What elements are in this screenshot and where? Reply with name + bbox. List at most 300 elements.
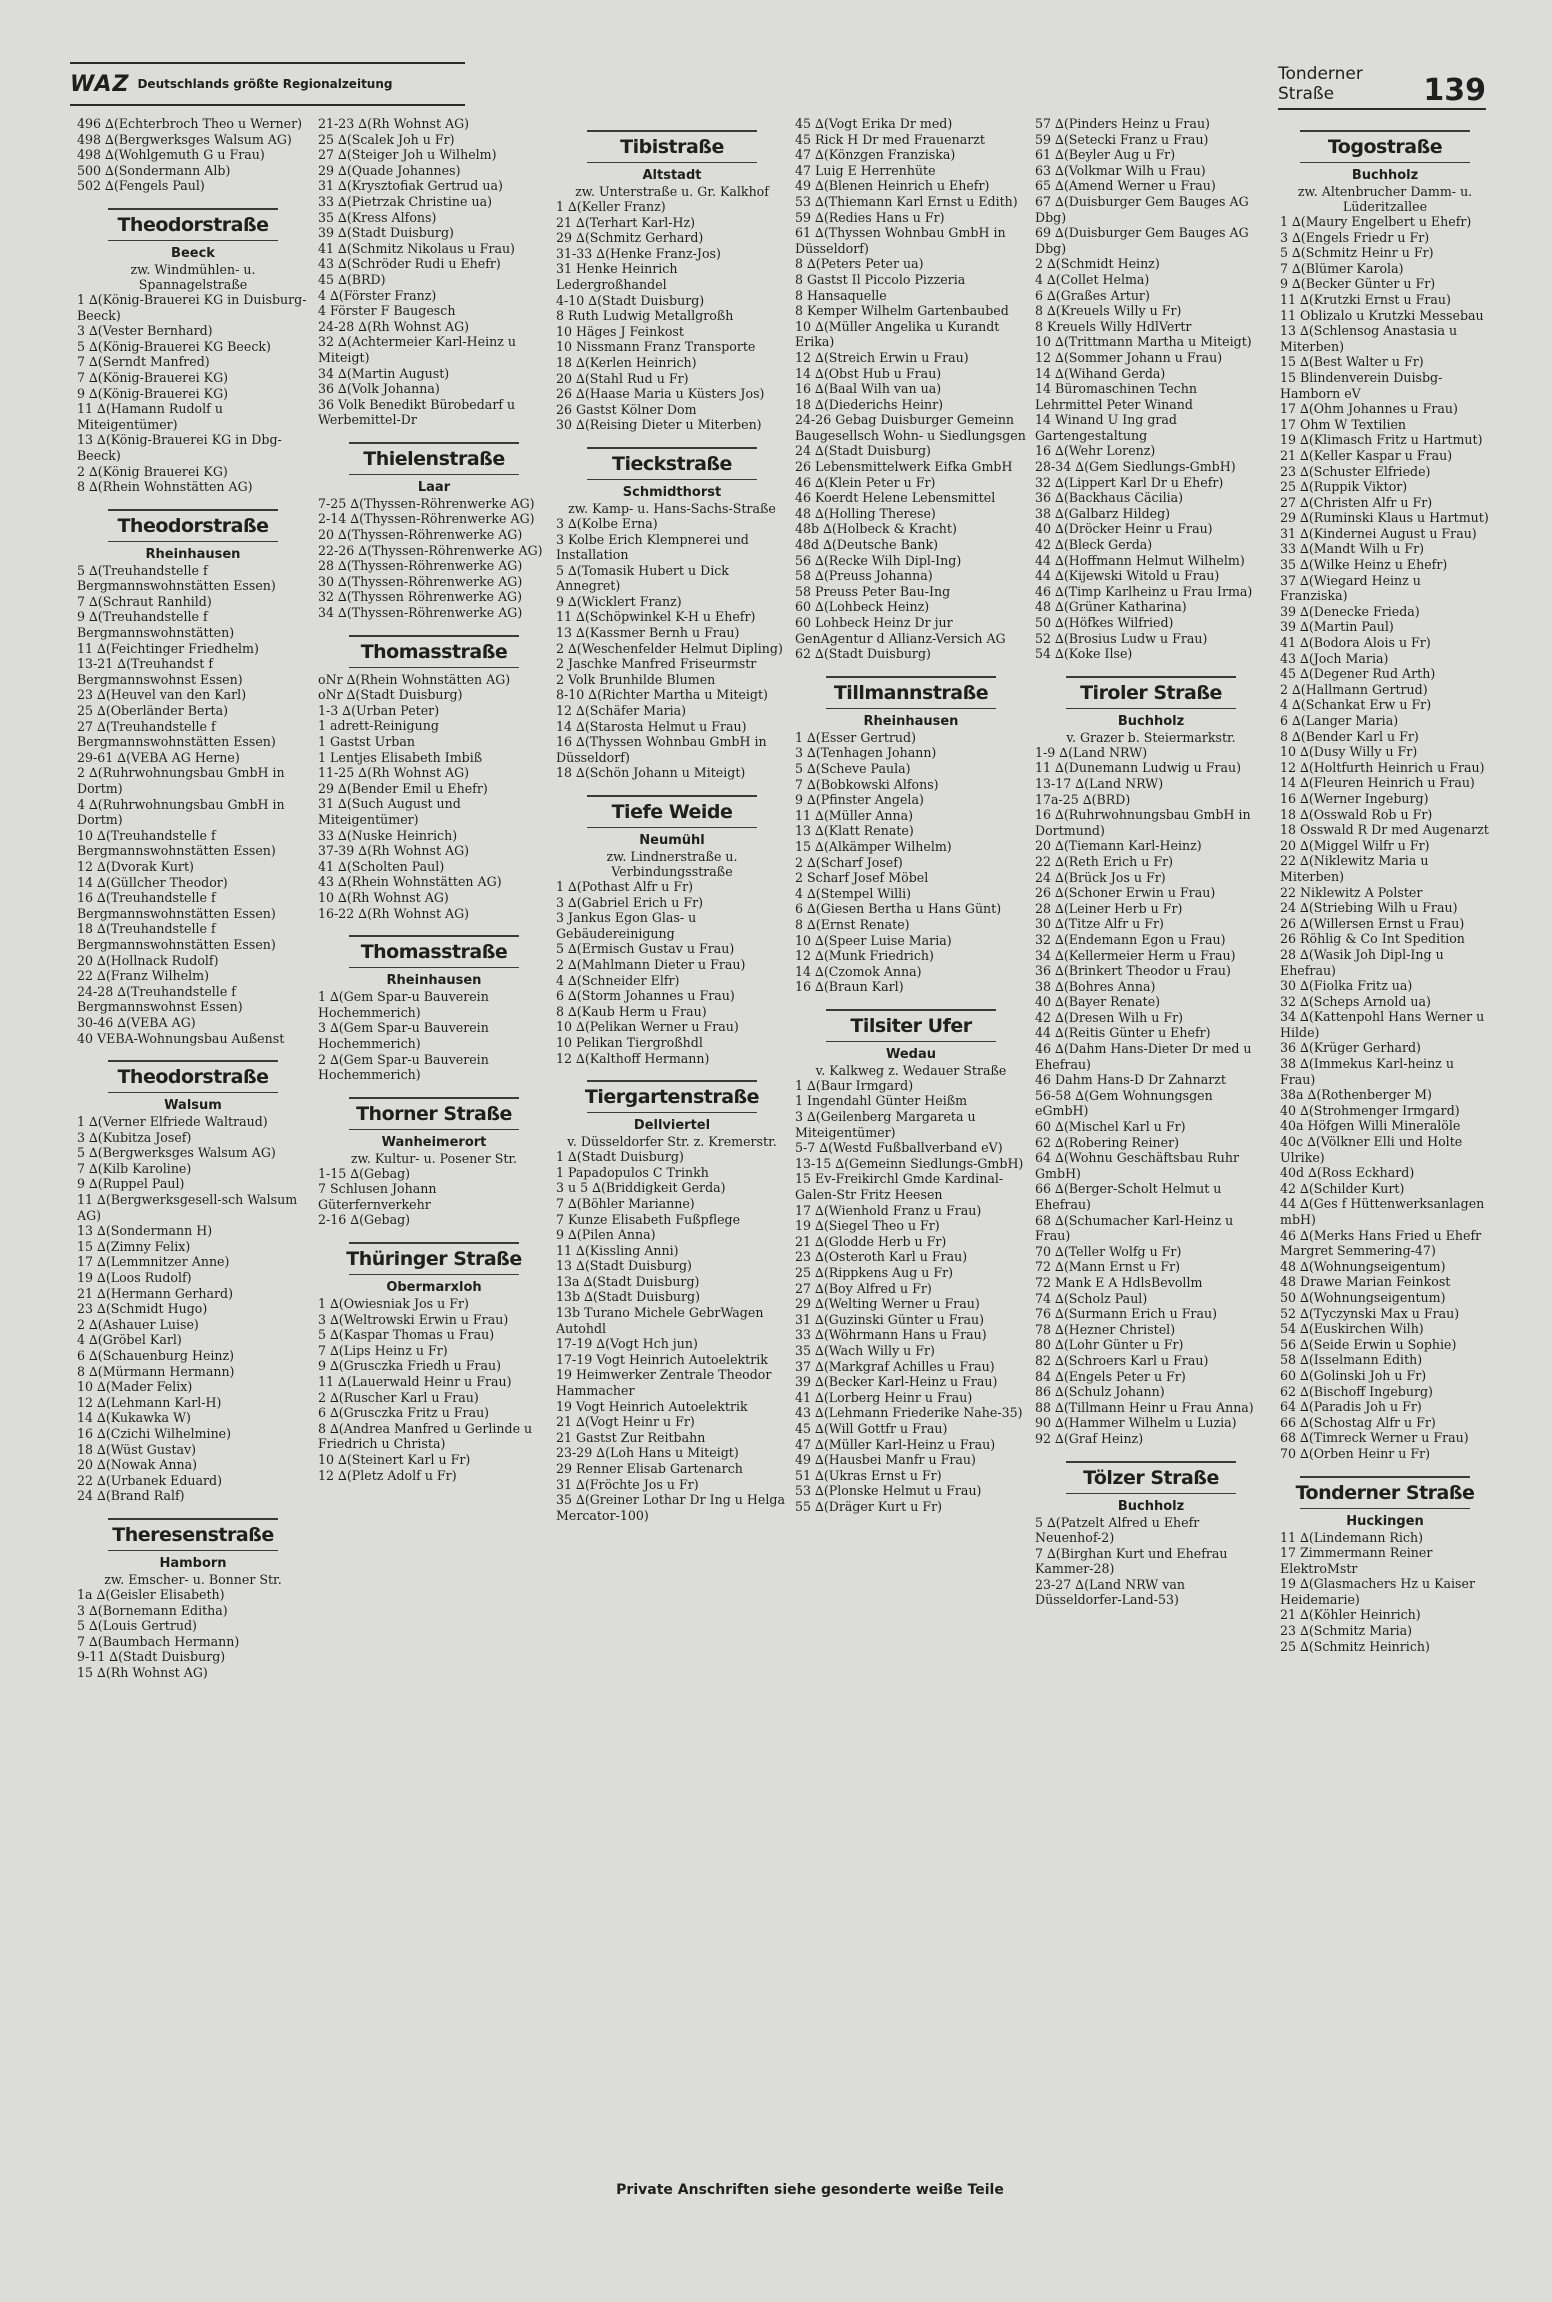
directory-entry: 12 ∆(Lehmann Karl-H) xyxy=(77,1394,222,1410)
directory-entry: 14 Winand U Ing grad Gartengestaltung xyxy=(1035,412,1177,443)
directory-entry: 2 ∆(Ruhrwohnungsbau GmbH in Dortm) xyxy=(77,765,285,796)
street-name: Tonderner Straße xyxy=(1295,1481,1475,1504)
street-name: Tieckstraße xyxy=(612,452,732,475)
directory-entry: 47 ∆(Könzgen Franziska) xyxy=(795,147,956,163)
directory-entry: 3 ∆(Gem Spar-u Bauverein Hochemmerich) xyxy=(318,1020,489,1051)
directory-entry: 8 Kemper Wilhelm Gartenbaubed xyxy=(795,303,1009,319)
directory-entry: 26 Gastst Kölner Dom xyxy=(556,401,697,417)
column-3 xyxy=(556,116,788,2226)
district-name: Obermarxloh xyxy=(386,1280,482,1296)
directory-entry: 3 ∆(Geilenberg Margareta u Miteigentümer) xyxy=(795,1109,976,1140)
directory-entry: 12 ∆(Pletz Adolf u Fr) xyxy=(318,1467,457,1483)
directory-entry: 8 Kreuels Willy HdlVertr xyxy=(1035,318,1192,334)
directory-entry: 5 ∆(Kaspar Thomas u Frau) xyxy=(318,1327,495,1343)
street-name: Tibistraße xyxy=(620,136,724,158)
footer-note: Private Anschriften siehe gesonderte weiße Teile xyxy=(616,2182,1004,2198)
directory-entry: 33 ∆(Pietrzak Christine ua) xyxy=(318,193,492,209)
street-name: Tiefe Weide xyxy=(611,801,733,823)
running-head xyxy=(1278,64,1486,110)
directory-entry: 12 ∆(Kalthoff Hermann) xyxy=(556,1050,710,1066)
directory-entry: 53 ∆(Plonske Helmut u Frau) xyxy=(795,1483,982,1499)
street-name: Togostraße xyxy=(1327,136,1443,158)
street-heading xyxy=(77,1060,309,1093)
directory-entry: 16 ∆(Braun Karl) xyxy=(795,979,904,995)
directory-entry: 12 ∆(Streich Erwin u Frau) xyxy=(795,349,969,365)
street-name: Tölzer Straße xyxy=(1083,1466,1219,1489)
directory-entry: 33 ∆(Mandt Wilh u Fr) xyxy=(1280,541,1425,557)
directory-entry: 16 ∆(Treuhandstelle f Bergmannswohnstätten Essen) xyxy=(77,890,276,921)
directory-entry: 25 ∆(Scalek Joh u Fr) xyxy=(318,131,455,147)
directory-entry: 2 ∆(Schmidt Heinz) xyxy=(1035,256,1160,272)
directory-entry: 50 ∆(Wohnungseigentum) xyxy=(1280,1289,1446,1305)
directory-entry: 43 ∆(Rhein Wohnstätten AG) xyxy=(318,874,502,890)
directory-entry: 20 ∆(Miggel Wilfr u Fr) xyxy=(1280,837,1430,853)
heading-rule xyxy=(108,541,278,542)
directory-entry: 13 ∆(Schlensog Anastasia u Miterben) xyxy=(1280,323,1458,354)
street-heading xyxy=(77,208,309,241)
district-name: Buchholz xyxy=(1117,713,1185,729)
directory-entry: 58 Preuss Peter Bau-Ing xyxy=(795,583,951,599)
masthead xyxy=(70,62,465,106)
directory-entry: 57 ∆(Pinders Heinz u Frau) xyxy=(1035,116,1210,131)
directory-entry: 2 Jaschke Manfred Friseurmstr xyxy=(556,656,757,672)
directory-entry: 10 ∆(Mader Felix) xyxy=(77,1379,193,1395)
directory-entry: 3 ∆(Engels Friedr u Fr) xyxy=(1280,229,1430,245)
directory-entry: 6 ∆(Schauenburg Heinz) xyxy=(77,1348,235,1363)
directory-entry: 24 ∆(Brand Ralf) xyxy=(77,1488,185,1504)
directory-entry: 36 Volk Benedikt Bürobedarf u Werbemittel-Dr xyxy=(318,396,516,428)
directory-entry: 8 Gastst Il Piccolo Pizzeria xyxy=(795,271,966,287)
heading-rule xyxy=(349,667,519,668)
street-heading xyxy=(795,1009,1027,1042)
directory-entry: 3 ∆(Tenhagen Johann) xyxy=(795,745,937,761)
directory-entry: 1a ∆(Geisler Elisabeth) xyxy=(77,1586,225,1602)
heading-rule xyxy=(349,967,519,968)
heading-rule xyxy=(587,1112,757,1113)
directory-entry: 4 ∆(Gröbel Karl) xyxy=(77,1332,182,1348)
directory-entry: 7 Schlusen Johann Güterfernverkehr xyxy=(318,1181,437,1212)
district-name: Buchholz xyxy=(1351,168,1419,183)
directory-entry: 18 ∆(Diederichs Heinr) xyxy=(795,396,944,412)
directory-entry: 46 ∆(Timp Karlheinz u Frau Irma) xyxy=(1035,583,1253,599)
directory-entry: 25 ∆(Ruppik Viktor) xyxy=(1280,479,1408,495)
directory-entry: 9 ∆(Treuhandstelle f Bergmannswohnstätten) xyxy=(77,609,235,641)
directory-entry: 6 ∆(Giesen Bertha u Hans Günt) xyxy=(795,901,1002,917)
street-heading xyxy=(318,935,550,968)
directory-entry: 48b ∆(Holbeck & Kracht) xyxy=(795,521,957,537)
directory-entry: 17 Ohm W Textilien xyxy=(1280,416,1407,432)
directory-entry: 17-19 ∆(Vogt Hch jun) xyxy=(556,1336,698,1352)
directory-entry: 16 ∆(Werner Ingeburg) xyxy=(1280,790,1429,806)
directory-entry: 1 Lentjes Elisabeth Imbiß xyxy=(318,749,483,765)
directory-entry: 11 ∆(Feichtinger Friedhelm) xyxy=(77,640,259,656)
directory-entry: 13 ∆(Stadt Duisburg) xyxy=(556,1258,692,1274)
directory-entry: 6 ∆(Langer Maria) xyxy=(1280,713,1399,728)
directory-entry: 7-25 ∆(Thyssen-Röhrenwerke AG) xyxy=(318,495,535,511)
directory-entry: 5 ∆(Scheve Paula) xyxy=(795,760,911,776)
directory-entry: 8 ∆(Mürmann Hermann) xyxy=(77,1363,235,1379)
directory-entry: 5 ∆(König-Brauerei KG Beeck) xyxy=(77,338,271,354)
directory-entry: 50 ∆(Höfkes Wilfried) xyxy=(1035,615,1174,630)
directory-entry: 3 u 5 ∆(Briddigkeit Gerda) xyxy=(556,1180,726,1196)
column-5 xyxy=(1035,116,1267,2226)
street-location: zw. Kultur- u. Posener Str. xyxy=(350,1150,518,1166)
directory-entry: 23 ∆(Schmitz Maria) xyxy=(1280,1623,1413,1639)
directory-entry: 32 ∆(Achtermeier Karl-Heinz u Miteigt) xyxy=(318,334,516,365)
directory-entry: 18 ∆(Wüst Gustav) xyxy=(77,1441,197,1457)
directory-entry: 56-58 ∆(Gem Wohnungsgen eGmbH) xyxy=(1035,1087,1213,1119)
directory-entry: 1 ∆(Stadt Duisburg) xyxy=(556,1149,684,1165)
directory-entry: 1 ∆(König-Brauerei KG in Duisburg-Beeck) xyxy=(77,291,307,323)
directory-entry: 22-26 ∆(Thyssen-Röhrenwerke AG) xyxy=(318,542,543,558)
directory-entry: 3 Jankus Egon Glas- u Gebäudereinigung xyxy=(556,910,697,941)
district-name: Huckingen xyxy=(1346,1513,1424,1529)
directory-entry: 35 ∆(Kress Alfons) xyxy=(318,209,437,225)
street-name: Theodorstraße xyxy=(117,1066,269,1089)
directory-entry: 12 ∆(Holtfurth Heinrich u Frau) xyxy=(1280,759,1485,775)
street-heading xyxy=(1035,676,1267,709)
directory-entry: 9 ∆(Ruppel Paul) xyxy=(77,1176,185,1192)
directory-entry: 18 Osswald R Dr med Augenarzt xyxy=(1280,822,1489,838)
directory-entry: 5 ∆(Treuhandstelle f Bergmannswohnstätten Essen) xyxy=(77,562,276,594)
directory-entry: 67 ∆(Duisburger Gem Bauges AG Dbg) xyxy=(1035,193,1249,225)
directory-entry: 22 ∆(Franz Wilhelm) xyxy=(77,968,209,984)
directory-entry: 15 Ev-Freikirchl Gmde Kardinal-Galen-Str Fritz Heesen xyxy=(795,1171,1004,1203)
heading-rule xyxy=(587,162,757,163)
directory-entry: 60 Lohbeck Heinz Dr jur GenAgentur d Allianz-Versich AG xyxy=(795,615,1006,646)
directory-entry: 498 ∆(Wohlgemuth G u Frau) xyxy=(77,147,265,163)
directory-entry: 5 ∆(Patzelt Alfred u Ehefr Neuenhof-2) xyxy=(1035,1514,1200,1546)
directory-entry: 21 Gastst Zur Reitbahn xyxy=(556,1429,706,1445)
directory-entry: 59 ∆(Redies Hans u Fr) xyxy=(795,209,945,225)
directory-entry: 29 ∆(Ruminski Klaus u Hartmut) xyxy=(1280,510,1489,526)
directory-entry: 5 ∆(Bergwerksges Walsum AG) xyxy=(77,1145,276,1161)
directory-entry: 2-14 ∆(Thyssen-Röhrenwerke AG) xyxy=(318,511,535,527)
directory-entry: 21-23 ∆(Rh Wohnst AG) xyxy=(318,116,470,131)
directory-entry: 28-34 ∆(Gem Siedlungs-GmbH) xyxy=(1035,459,1236,475)
directory-entry: 46 Dahm Hans-D Dr Zahnarzt xyxy=(1035,1072,1226,1088)
directory-entry: 7 ∆(Bobkowski Alfons) xyxy=(795,776,939,792)
street-heading xyxy=(318,1242,550,1275)
masthead-tagline: Deutschlands größte Regionalzeitung xyxy=(137,77,393,91)
directory-entry: 500 ∆(Sondermann Alb) xyxy=(77,162,231,178)
directory-entry: 28 ∆(Leiner Herb u Fr) xyxy=(1035,900,1183,916)
directory-entry: 13-15 ∆(Gemeinn Siedlungs-GmbH) xyxy=(795,1155,1024,1171)
directory-entry: 30 ∆(Fiolka Fritz ua) xyxy=(1280,978,1413,994)
directory-entry: 11 ∆(Schöpwinkel K-H u Ehefr) xyxy=(556,609,756,625)
directory-entry: 69 ∆(Duisburger Gem Bauges AG Dbg) xyxy=(1035,225,1249,256)
directory-entry: 33 ∆(Nuske Heinrich) xyxy=(318,827,458,843)
street-name: Thomasstraße xyxy=(360,640,508,663)
directory-entry: 43 ∆(Schröder Rudi u Ehefr) xyxy=(318,256,501,272)
directory-entry: 40c ∆(Völkner Elli und Holte Ulrike) xyxy=(1280,1134,1463,1165)
directory-entry: 9 ∆(König-Brauerei KG) xyxy=(77,385,229,401)
directory-entry: 498 ∆(Bergwerksges Walsum AG) xyxy=(77,131,292,147)
directory-entry: 22 ∆(Urbanek Eduard) xyxy=(77,1472,223,1488)
directory-entry: 23 ∆(Schmidt Hugo) xyxy=(77,1301,208,1317)
directory-entry: 29 ∆(Welting Werner u Frau) xyxy=(795,1296,980,1312)
directory-entry: 32 ∆(Thyssen Röhrenwerke AG) xyxy=(318,589,523,605)
directory-entry: 54 ∆(Euskirchen Wilh) xyxy=(1280,1321,1424,1337)
directory-entry: 10 ∆(Speer Luise Maria) xyxy=(795,932,952,948)
street-heading xyxy=(1280,1476,1490,1509)
directory-entry: 9 ∆(Pfinster Angela) xyxy=(795,792,924,808)
directory-entry: 1 ∆(Esser Gertrud) xyxy=(795,729,917,745)
directory-entry: 6 ∆(Storm Johannes u Frau) xyxy=(556,988,735,1004)
heading-rule xyxy=(349,1274,519,1275)
heading-rule xyxy=(1066,1493,1236,1494)
directory-entry: 1 Papadopulos C Trinkh xyxy=(556,1164,709,1180)
street-name: Tillmannstraße xyxy=(833,681,989,704)
directory-entry: 20 ∆(Thyssen-Röhrenwerke AG) xyxy=(318,527,523,543)
directory-entry: 27 ∆(Treuhandstelle f Bergmannswohnstätten Essen) xyxy=(77,718,276,750)
directory-entry: 16 ∆(Baal Wilh van ua) xyxy=(795,381,942,397)
directory-entry: 1 ∆(Gem Spar-u Bauverein Hochemmerich) xyxy=(318,989,489,1020)
directory-entry: 23 ∆(Osteroth Karl u Frau) xyxy=(795,1249,968,1265)
directory-entry: 19 ∆(Siegel Theo u Fr) xyxy=(795,1218,940,1234)
directory-entry: 24 ∆(Striebing Wilh u Frau) xyxy=(1280,900,1458,916)
directory-entry: 3 ∆(Vester Bernhard) xyxy=(77,323,213,339)
directory-entry: 15 Blindenverein Duisbg-Hamborn eV xyxy=(1280,369,1443,401)
directory-entry: 15 ∆(Zimny Felix) xyxy=(77,1238,191,1254)
directory-entry: 5 ∆(Schmitz Heinr u Fr) xyxy=(1280,245,1434,261)
directory-entry: 58 ∆(Preuss Johanna) xyxy=(795,568,933,584)
directory-entry: 42 ∆(Schilder Kurt) xyxy=(1280,1180,1405,1196)
street-location: v. Kalkweg z. Wedauer Straße xyxy=(815,1062,1007,1078)
street-location: zw. Lindnerstraße u. Verbindungsstraße xyxy=(606,849,738,879)
directory-entry: 21 ∆(Terhart Karl-Hz) xyxy=(556,214,696,230)
directory-entry: 2 Scharf Josef Möbel xyxy=(795,870,929,886)
district-name: Beeck xyxy=(171,245,215,261)
directory-entry: 26 ∆(Haase Maria u Küsters Jos) xyxy=(556,386,765,402)
directory-entry: 18 ∆(Osswald Rob u Fr) xyxy=(1280,806,1433,822)
directory-entry: 51 ∆(Ukras Ernst u Fr) xyxy=(795,1467,942,1483)
directory-entry: 29-61 ∆(VEBA AG Herne) xyxy=(77,749,240,765)
directory-entry: 45 Rick H Dr med Frauenarzt xyxy=(795,131,985,147)
directory-entry: 13b ∆(Stadt Duisburg) xyxy=(556,1289,700,1305)
directory-entry: 4 ∆(Schneider Elfr) xyxy=(556,972,680,988)
directory-entry: 1 ∆(Pothast Alfr u Fr) xyxy=(556,879,694,894)
directory-entry: 29 ∆(Schmitz Gerhard) xyxy=(556,230,704,246)
directory-entry: 68 ∆(Timreck Werner u Frau) xyxy=(1280,1430,1469,1446)
directory-entry: 45 ∆(Vogt Erika Dr med) xyxy=(795,116,953,131)
directory-entry: 29 ∆(Quade Johannes) xyxy=(318,162,461,178)
directory-entry: 7 ∆(Birghan Kurt und Ehefrau Kammer-28) xyxy=(1035,1545,1228,1577)
directory-entry: 19 ∆(Klimasch Fritz u Hartmut) xyxy=(1280,432,1483,448)
heading-rule xyxy=(1300,162,1470,163)
directory-entry: 16 ∆(Thyssen Wohnbau GmbH in Düsseldorf) xyxy=(556,734,767,765)
directory-entry: 8 ∆(Andrea Manfred u Gerlinde u Friedrich u Christa) xyxy=(318,1420,533,1452)
directory-entry: 7 ∆(Lips Heinz u Fr) xyxy=(318,1342,448,1358)
directory-entry: 7 ∆(Serndt Manfred) xyxy=(77,354,210,370)
directory-entry: 46 Koerdt Helene Lebensmittel xyxy=(795,490,996,506)
district-name: Neumühl xyxy=(639,833,705,848)
directory-entry: 7 ∆(Schraut Ranhild) xyxy=(77,593,212,609)
directory-entry: 32 ∆(Endemann Egon u Frau) xyxy=(1035,931,1226,947)
directory-entry: 21 ∆(Hermann Gerhard) xyxy=(77,1285,234,1301)
directory-entry: 3 ∆(Kubitza Josef) xyxy=(77,1129,192,1145)
directory-entry: 11 ∆(Müller Anna) xyxy=(795,807,914,823)
directory-entry: 7 ∆(Böhler Marianne) xyxy=(556,1195,695,1211)
directory-entry: 84 ∆(Engels Peter u Fr) xyxy=(1035,1368,1186,1384)
directory-entry: 1 adrett-Reinigung xyxy=(318,718,439,734)
directory-entry: 39 ∆(Denecke Frieda) xyxy=(1280,603,1420,619)
directory-entry: 9 ∆(Grusczka Friedh u Frau) xyxy=(318,1358,502,1374)
directory-entry: 18 ∆(Treuhandstelle f Bergmannswohnstätten Essen) xyxy=(77,921,276,952)
directory-entry: 31 ∆(Guzinski Günter u Frau) xyxy=(795,1311,985,1327)
directory-entry: 8 ∆(Peters Peter ua) xyxy=(795,256,924,272)
directory-entry: 6 ∆(Grusczka Fritz u Frau) xyxy=(318,1405,490,1421)
directory-entry: 3 ∆(Kolbe Erna) xyxy=(556,515,658,531)
street-name: Theresenstraße xyxy=(112,1523,274,1546)
directory-entry: 17 Zimmermann Reiner ElektroMstr xyxy=(1280,1545,1433,1576)
directory-entry: 17a-25 ∆(BRD) xyxy=(1035,791,1131,807)
directory-entry: 10 Häges J Feinkost xyxy=(556,323,684,339)
directory-entry: 44 ∆(Ges f Hüttenwerksanlagen mbH) xyxy=(1280,1196,1485,1227)
directory-entry: 8 Hansaquelle xyxy=(795,287,887,303)
directory-entry: 63 ∆(Volkmar Wilh u Frau) xyxy=(1035,162,1206,178)
directory-entry: 12 ∆(Sommer Johann u Frau) xyxy=(1035,349,1223,365)
street-name: Theodorstraße xyxy=(117,213,269,236)
heading-rule xyxy=(108,1550,278,1551)
directory-entry: 72 Mank E A HdlsBevollm xyxy=(1035,1274,1203,1290)
directory-entry: 13 ∆(König-Brauerei KG in Dbg-Beeck) xyxy=(77,432,282,463)
directory-entry: 52 ∆(Tyczynski Max u Frau) xyxy=(1280,1305,1460,1321)
directory-entry: 41 ∆(Bodora Alois u Fr) xyxy=(1280,635,1431,651)
directory-entry: 14 ∆(Kukawka W) xyxy=(77,1410,191,1426)
district-name: Rheinhausen xyxy=(386,973,482,989)
directory-entry: 2 ∆(König Brauerei KG) xyxy=(77,463,228,479)
directory-entry: 21 ∆(Vogt Heinr u Fr) xyxy=(556,1414,695,1430)
directory-entry: 31 ∆(Fröchte Jos u Fr) xyxy=(556,1476,699,1492)
directory-entry: 2 ∆(Weschenfelder Helmut Dipling) xyxy=(556,640,783,656)
directory-entry: 16 ∆(Wehr Lorenz) xyxy=(1035,443,1156,459)
directory-entry: 33 ∆(Wöhrmann Hans u Frau) xyxy=(795,1327,987,1343)
directory-entry: 11 ∆(Dunemann Ludwig u Frau) xyxy=(1035,760,1241,776)
street-heading xyxy=(77,1518,309,1551)
directory-entry: 14 ∆(Güllcher Theodor) xyxy=(77,874,228,890)
directory-entry: 40a Höfgen Willi Mineralöle xyxy=(1280,1118,1461,1134)
directory-entry: 7 Kunze Elisabeth Fußpflege xyxy=(556,1211,741,1227)
column-1 xyxy=(77,116,309,2226)
district-name: Schmidthorst xyxy=(622,484,722,500)
directory-entry: 36 ∆(Krüger Gerhard) xyxy=(1280,1040,1421,1056)
directory-entry: 31-33 ∆(Henke Franz-Jos) xyxy=(556,245,721,261)
directory-entry: 17 ∆(Ohm Johannes u Frau) xyxy=(1280,401,1458,417)
directory-entry: 39 ∆(Martin Paul) xyxy=(1280,619,1394,635)
directory-entry: 40 ∆(Bayer Renate) xyxy=(1035,994,1161,1010)
street-name: Tiroler Straße xyxy=(1080,681,1222,704)
directory-entry: 66 ∆(Berger-Scholt Helmut u Ehefrau) xyxy=(1035,1181,1222,1212)
directory-entry: 17 ∆(Lemmnitzer Anne) xyxy=(77,1254,230,1270)
directory-entry: 7 ∆(Kilb Karoline) xyxy=(77,1160,192,1176)
directory-entry: 4 ∆(Ruhrwohnungsbau GmbH in Dortm) xyxy=(77,796,285,828)
directory-entry: 11 ∆(Kissling Anni) xyxy=(556,1242,679,1258)
directory-entry: 31 ∆(Kindernei August u Frau) xyxy=(1280,525,1477,541)
directory-entry: 30 ∆(Reising Dieter u Miterben) xyxy=(556,417,762,433)
directory-entry: 34 ∆(Thyssen-Röhrenwerke AG) xyxy=(318,605,523,621)
directory-entry: 4 ∆(Collet Helma) xyxy=(1035,271,1150,287)
street-heading xyxy=(77,509,309,542)
directory-entry: 38 ∆(Immekus Karl-heinz u Frau) xyxy=(1280,1056,1454,1087)
directory-entry: 43 ∆(Lehmann Friederike Nahe-35) xyxy=(795,1405,1023,1421)
directory-entry: oNr ∆(Stadt Duisburg) xyxy=(318,687,463,703)
directory-entry: 47 Luig E Herrenhüte xyxy=(795,162,936,178)
directory-entry: 41 ∆(Scholten Paul) xyxy=(318,858,445,874)
directory-entry: 66 ∆(Schostag Alfr u Fr) xyxy=(1280,1414,1436,1430)
directory-entry: 48 ∆(Holling Therese) xyxy=(795,505,936,521)
directory-entry: 8 ∆(Bender Karl u Fr) xyxy=(1280,728,1419,744)
directory-entry: 48 ∆(Grüner Katharina) xyxy=(1035,599,1187,615)
directory-entry: 1-9 ∆(Land NRW) xyxy=(1035,744,1148,760)
directory-entry: 44 ∆(Hoffmann Helmut Wilhelm) xyxy=(1035,552,1245,568)
directory-entry: 56 ∆(Recke Wilh Dipl-Ing) xyxy=(795,552,962,568)
column-6 xyxy=(1280,116,1490,2226)
directory-entry: 2-16 ∆(Gebag) xyxy=(318,1212,411,1228)
directory-entry: 1-15 ∆(Gebag) xyxy=(318,1165,411,1181)
directory-entry: 7 ∆(Blümer Karola) xyxy=(1280,260,1404,276)
directory-entry: 72 ∆(Mann Ernst u Fr) xyxy=(1035,1259,1181,1275)
district-name: Wanheimerort xyxy=(381,1134,487,1150)
directory-entry: 10 ∆(Steinert Karl u Fr) xyxy=(318,1452,471,1467)
directory-entry: 18 ∆(Schön Johann u Miteigt) xyxy=(556,765,746,781)
directory-entry: 54 ∆(Koke Ilse) xyxy=(1035,646,1133,662)
directory-entry: 19 ∆(Glasmachers Hz u Kaiser Heidemarie) xyxy=(1280,1576,1475,1607)
directory-entry: 46 ∆(Dahm Hans-Dieter Dr med u Ehefrau) xyxy=(1035,1041,1252,1072)
directory-entry: 62 ∆(Bischoff Ingeburg) xyxy=(1280,1383,1433,1399)
district-name: Wedau xyxy=(885,1046,937,1062)
directory-entry: 4 Förster F Baugesch xyxy=(318,303,456,319)
directory-entry: 24-26 Gebag Duisburger Gemeinn Baugesellsch Wohn- u Siedlungsgen xyxy=(795,412,1026,443)
directory-entry: 29 Renner Elisab Gartenarch xyxy=(556,1461,743,1476)
directory-entry: 2 Volk Brunhilde Blumen xyxy=(556,671,716,687)
directory-entry: 22 ∆(Reth Erich u Fr) xyxy=(1035,853,1174,869)
street-location: zw. Emscher- u. Bonner Str. xyxy=(104,1571,282,1587)
directory-entry: 2 ∆(Hallmann Gertrud) xyxy=(1280,681,1428,697)
directory-entry: 60 ∆(Golinski Joh u Fr) xyxy=(1280,1367,1427,1383)
directory-entry: 30-46 ∆(VEBA AG) xyxy=(77,1014,196,1030)
directory-entry: 2 ∆(Gem Spar-u Bauverein Hochemmerich) xyxy=(318,1051,489,1083)
directory-entry: 27 ∆(Steiger Joh u Wilhelm) xyxy=(318,147,497,163)
directory-entry: 13b Turano Michele GebrWagen Autohdl xyxy=(556,1305,764,1336)
directory-entry: 40 VEBA-Wohnungsbau Außenst xyxy=(77,1030,285,1046)
directory-entry: 44 ∆(Kijewski Witold u Frau) xyxy=(1035,568,1220,584)
directory-entry: 37-39 ∆(Rh Wohnst AG) xyxy=(318,843,470,859)
directory-entry: 30 ∆(Titze Alfr u Fr) xyxy=(1035,916,1164,932)
directory-entry: 8 ∆(Kaub Herm u Frau) xyxy=(556,1003,707,1019)
street-name: Thüringer Straße xyxy=(346,1248,522,1271)
directory-entry: 9-11 ∆(Stadt Duisburg) xyxy=(77,1649,226,1665)
directory-entry: 42 ∆(Dresen Wilh u Fr) xyxy=(1035,1009,1184,1025)
street-location: zw. Windmühlen- u. Spannagelstraße xyxy=(130,261,256,292)
directory-entry: 3 ∆(Gabriel Erich u Fr) xyxy=(556,894,704,910)
directory-entry: 38a ∆(Rothenberger M) xyxy=(1280,1087,1432,1103)
street-name: Thorner Straße xyxy=(356,1102,512,1125)
district-name: Buchholz xyxy=(1117,1498,1185,1514)
directory-entry: 16 ∆(Ruhrwohnungsbau GmbH in Dortmund) xyxy=(1035,807,1251,838)
page-number: 139 xyxy=(1423,73,1486,108)
district-name: Walsum xyxy=(164,1098,222,1114)
directory-entry: 5 ∆(Louis Gertrud) xyxy=(77,1618,197,1634)
directory-entry: 31 ∆(Such August und Miteigentümer) xyxy=(318,796,461,827)
directory-entry: 9 ∆(Wicklert Franz) xyxy=(556,593,682,609)
directory-entry: 20 ∆(Nowak Anna) xyxy=(77,1457,197,1473)
directory-entry: 45 ∆(BRD) xyxy=(318,271,386,287)
directory-entry: 8 ∆(Ernst Renate) xyxy=(795,916,910,932)
street-name: Tiergartenstraße xyxy=(584,1086,760,1109)
directory-entry: 25 ∆(Rippkens Aug u Fr) xyxy=(795,1265,954,1280)
directory-entry: 70 ∆(Teller Wolfg u Fr) xyxy=(1035,1243,1182,1259)
